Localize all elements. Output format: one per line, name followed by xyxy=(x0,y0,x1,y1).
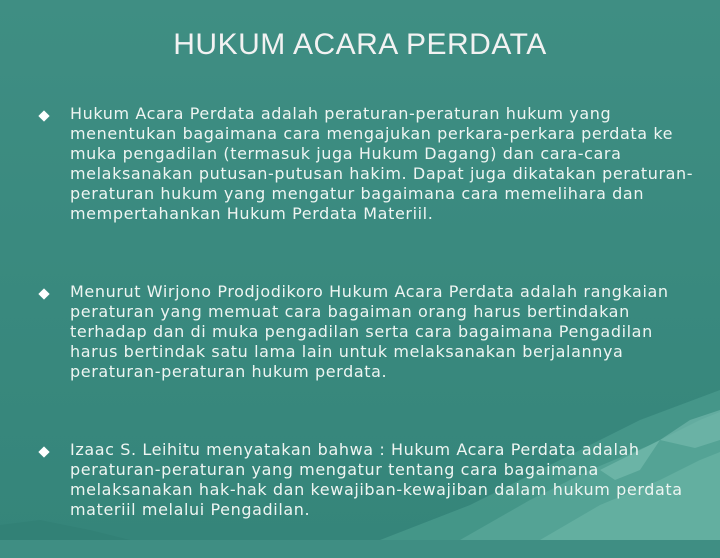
bullet-text: Hukum Acara Perdata adalah peraturan-peraturan hukum yang menentukan bagaimana cara mengajukan perkara-perkara perdata ke muka pengadilan (termasuk juga Hukum Dagang) dan cara-cara melaksanakan putusan-putusan hakim. Dapat juga dikatakan peraturan-peraturan hukum yang mengatur bagaimana cara memelihara dan mempertahankan Hukum Perdata Materiil. xyxy=(70,104,694,223)
bullet-text: Izaac S. Leihitu menyatakan bahwa : Hukum Acara Perdata adalah peraturan-peraturan yang mengatur tentang cara bagaimana melaksanakan hak-hak dan kewajiban-kewajiban dalam hukum perdata materiil melalui Pengadilan. xyxy=(70,440,683,519)
slide-title: HUKUM ACARA PERDATA xyxy=(173,28,547,61)
bullet-item xyxy=(36,282,700,402)
bullet-list xyxy=(36,104,700,558)
bullet-item xyxy=(36,104,700,244)
diamond-bullet-icon xyxy=(38,110,49,121)
diamond-bullet-icon xyxy=(38,288,49,299)
bullet-item xyxy=(36,440,700,520)
diamond-bullet-icon xyxy=(38,446,49,457)
bullet-text: Menurut Wirjono Prodjodikoro Hukum Acara Perdata adalah rangkaian peraturan yang memuat cara bagaiman orang harus bertindakan terhadap dan di muka pengadilan serta cara bagaimana Pengadilan harus bertindak satu lama lain untuk melaksanakan berjalannya peraturan-peraturan hukum perdata. xyxy=(70,282,669,381)
